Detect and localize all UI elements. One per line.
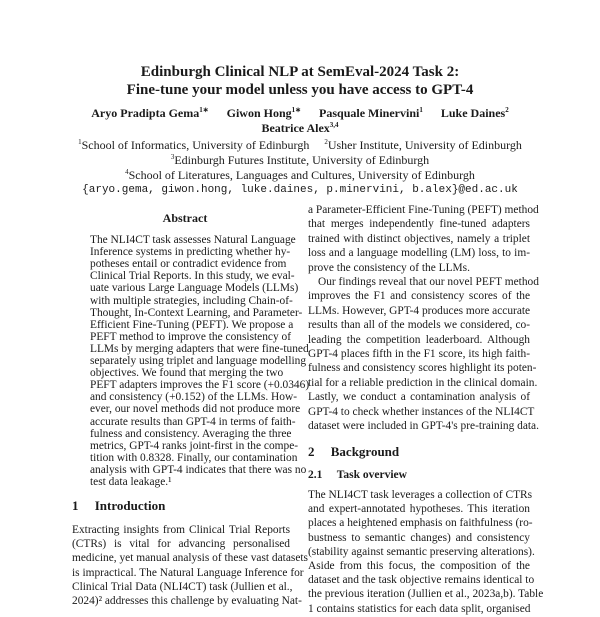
text-line: tition with 0.8328. Finally, our contamination [90, 451, 298, 464]
text-line: potheses entail or contradict evidence from [90, 258, 287, 271]
text-line: test data leakage.¹ [90, 476, 172, 488]
text-line: is impractical. The Natural Language Inference for [72, 566, 304, 579]
text-line: and consistency (+0.152) of the LLMs. How- [90, 391, 297, 404]
aff-sup: 1 [78, 138, 82, 146]
text-line: Clinical Trial Data (NLI4CT) task (Jullien et al., [72, 580, 293, 593]
affiliation-line [0, 138, 600, 153]
text-line: (CTRs) is vital for advancing personalised [72, 538, 290, 551]
text-line: results than all of the models we considered, co- [308, 319, 530, 332]
text-line: Efficient Fine-Tuning (PEFT). We propose a [90, 318, 294, 331]
text-line: the previous iteration (Jullien et al., 2023a,b). Table [308, 588, 544, 601]
text-line: medicine, yet manual analysis of these vast datasets [72, 552, 308, 565]
text-line: uate various Large Language Models (LLMs) [90, 282, 299, 295]
author-sup: 1 [419, 106, 423, 114]
text-line: GPT-4 to check whether instances of the NLI4CT [308, 405, 535, 418]
text-line: 1 contains statistics for each data split, organised [308, 602, 531, 615]
text-line: fulness and consistency scores highlight its poten- [308, 362, 537, 375]
section-title: Introduction [94, 498, 166, 513]
text-line: 2024)² addresses this challenge by evaluating Nat- [72, 595, 302, 607]
text-line: a Parameter-Efficient Fine-Tuning (PEFT) method [308, 204, 539, 216]
text-line: fulness and consistency. Averaging the three [90, 427, 292, 440]
affiliation: School of Literatures, Languages and Cultures, University of Edinburgh [128, 168, 475, 182]
affiliation: Usher Institute, University of Edinburgh [327, 138, 522, 152]
author: Luke Daines [440, 106, 506, 120]
subsection-heading-task-overview [308, 469, 407, 481]
text-line: improves the F1 and consistency scores of the [308, 290, 530, 303]
text-line: that merges independently fine-tuned adapters [308, 218, 530, 231]
author-sup: 1∗ [291, 106, 302, 114]
text-line: separately using triplet and language modelling [90, 355, 307, 367]
text-line: objectives. We found that merging the two [90, 367, 284, 380]
text-line: ever, our novel methods did not produce more [90, 403, 301, 416]
subsection-title: Task overview [336, 469, 407, 481]
text-line: analysis with GPT-4 indicates that there was no [90, 463, 307, 476]
text-line: PEFT method to improve the consistency of [90, 330, 291, 343]
author: Aryo Pradipta Gema [91, 106, 200, 120]
author-list [0, 106, 600, 121]
text-line: Clinical Trial Reports. In this study, we eval- [90, 270, 295, 283]
aff-sup: 3 [170, 153, 175, 161]
text-line: with multiple strategies, including Chain-of- [90, 294, 293, 307]
section-number: 2 [308, 444, 315, 459]
text-line: Thought, In-Context Learning, and Parameter- [90, 306, 303, 319]
section-number: 1 [72, 498, 79, 513]
text-line: prove the consistency of the LLMs. [308, 261, 470, 274]
author: Giwon Hong [226, 106, 292, 120]
text-line: The NLI4CT task assesses Natural Language [90, 234, 296, 246]
paper-title-line-1: Edinburgh Clinical NLP at SemEval-2024 Task 2: [140, 64, 460, 80]
section-heading-background [308, 444, 399, 460]
text-line: metrics, GPT-4 ranks joint-first in the compe- [90, 439, 299, 452]
text-line: LLMs. However, GPT-4 produces more accurate [308, 304, 531, 317]
text-line: GPT-4 places fifth in the F1 score, its high faith- [308, 348, 530, 360]
text-line: dataset and the task objective remains identical to [308, 574, 535, 587]
text-line: and expert-annotated hypotheses. This iteration [308, 503, 530, 516]
author-sup: 1∗ [199, 106, 209, 114]
affiliation-line [0, 168, 600, 183]
text-line: Our findings reveal that our novel PEFT method [318, 276, 539, 288]
text-line: Lastly, we conduct a contamination analysis of [308, 391, 530, 404]
author: Beatrice Alex [261, 121, 330, 135]
author: Pasquale Minervini [319, 106, 420, 120]
section-title: Background [330, 444, 400, 459]
subsection-number: 2.1 [308, 469, 323, 481]
text-line: trained with distinct objectives, namely a triplet [308, 232, 530, 245]
text-line: Aside from this focus, the composition of the [308, 560, 530, 572]
affiliation: School of Informatics, University of Edinburgh [81, 138, 310, 152]
abstract-heading: Abstract [162, 211, 208, 225]
text-line: PEFT adapters improves the F1 score (+0.0346) [90, 379, 310, 392]
text-line: bustness to semantic changes) and consistency [308, 531, 530, 544]
text-line: places a heightened emphasis on faithfulness (ro- [308, 517, 533, 530]
text-line: Extracting insights from Clinical Trial Reports [72, 524, 290, 536]
text-line: (stability against semantic preserving alterations). [308, 545, 535, 558]
email-line: {aryo.gema, giwon.hong, luke.daines, p.minervini, b.alex}@ed.ac.uk [82, 184, 518, 196]
section-heading-introduction [72, 498, 165, 514]
paper-title-line-2: Fine-tune your model unless you have access to GPT-4 [126, 82, 474, 98]
aff-sup: 4 [125, 168, 129, 176]
text-line: loss and a language modelling (LM) loss, to im- [308, 247, 530, 260]
author-sup: 3,4 [329, 121, 339, 129]
affiliation-line [0, 153, 600, 168]
author-list-line-2 [0, 121, 600, 136]
text-line: accurate results than GPT-4 in terms of faith- [90, 415, 296, 428]
affiliation: Edinburgh Futures Institute, University of Edinburgh [174, 153, 430, 167]
text-line: leading the competition leaderboard. Although [308, 333, 530, 346]
author-sup: 2 [505, 106, 509, 114]
aff-sup: 2 [324, 138, 328, 146]
text-line: The NLI4CT task leverages a collection of CTRs [308, 489, 533, 501]
text-line: LLMs by merging adapters that were fine-tuned [90, 342, 309, 355]
text-line: Inference systems in predicting whether hy- [90, 246, 291, 259]
text-line: dataset were included in GPT-4's pre-training data. [308, 420, 539, 432]
text-line: tial for a reliable prediction in the clinical domain. [308, 376, 538, 389]
